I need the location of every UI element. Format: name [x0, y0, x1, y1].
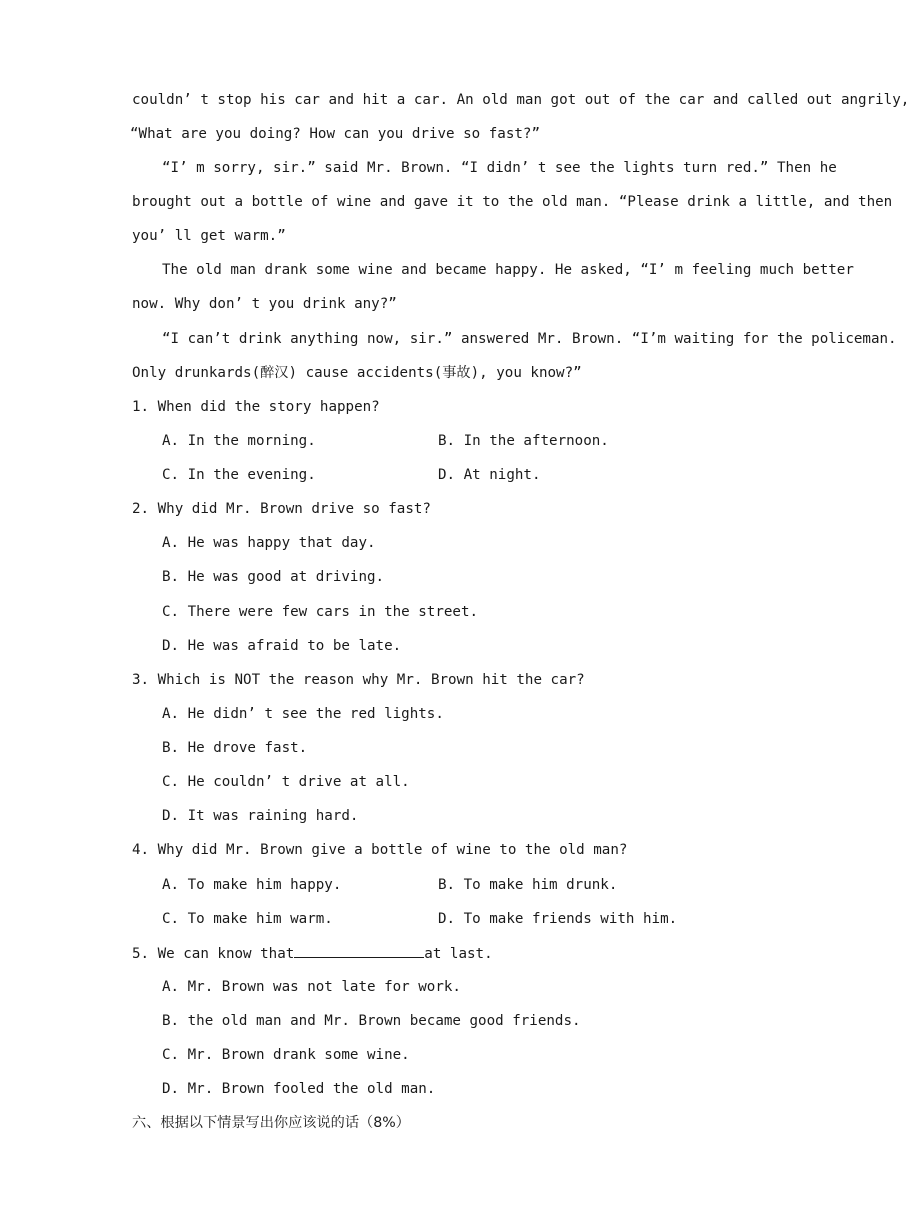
question-4-option-a: A. To make him happy. — [162, 877, 342, 893]
question-2-option-c: C. There were few cars in the street. — [162, 604, 479, 620]
passage-line-9: Only drunkards(醉汉) cause accidents(事故), you know?” — [132, 365, 582, 381]
question-1-option-d: D. At night. — [438, 467, 541, 483]
question-4-options-row-1 — [162, 873, 792, 897]
question-1-option-a: A. In the morning. — [162, 433, 316, 449]
passage-line-5: you’ ll get warm.” — [132, 228, 286, 244]
question-2-stem: 2. Why did Mr. Brown drive so fast? — [132, 501, 431, 517]
section-6-title: 六、根据以下情景写出你应该说的话（8%） — [132, 1115, 410, 1131]
passage-line-1: couldn’ t stop his car and hit a car. An old man got out of the car and called out angrily, — [132, 92, 909, 108]
question-2-option-a: A. He was happy that day. — [162, 535, 376, 551]
question-3-option-d: D. It was raining hard. — [162, 808, 359, 824]
passage-line-6: The old man drank some wine and became happy. He asked, “I’ m feeling much better — [162, 262, 854, 278]
question-5-option-c: C. Mr. Brown drank some wine. — [162, 1047, 410, 1063]
question-1-option-b: B. In the afternoon. — [438, 433, 609, 449]
question-5-stem-after: at last. — [424, 946, 493, 962]
question-3-option-a: A. He didn’ t see the red lights. — [162, 706, 444, 722]
passage-line-8: “I can’t drink anything now, sir.” answered Mr. Brown. “I’m waiting for the policeman. — [162, 331, 897, 347]
question-3-stem: 3. Which is NOT the reason why Mr. Brown hit the car? — [132, 672, 585, 688]
question-1-options-row-1 — [162, 429, 792, 453]
question-4-stem: 4. Why did Mr. Brown give a bottle of wine to the old man? — [132, 842, 628, 858]
question-1-option-c: C. In the evening. — [162, 467, 316, 483]
question-2-option-d: D. He was afraid to be late. — [162, 638, 402, 654]
question-3-option-b: B. He drove fast. — [162, 740, 308, 756]
question-5-stem — [132, 941, 792, 965]
question-5-option-d: D. Mr. Brown fooled the old man. — [162, 1081, 436, 1097]
question-5-option-a: A. Mr. Brown was not late for work. — [162, 979, 461, 995]
passage-line-7: now. Why don’ t you drink any?” — [132, 296, 397, 312]
question-3-option-c: C. He couldn’ t drive at all. — [162, 774, 410, 790]
question-1-options-row-2 — [162, 463, 792, 487]
question-5-stem-before: 5. We can know that — [132, 946, 295, 962]
passage-line-2: “What are you doing? How can you drive so fast?” — [130, 126, 540, 142]
question-2-option-b: B. He was good at driving. — [162, 569, 385, 585]
question-4-option-d: D. To make friends with him. — [438, 911, 678, 927]
question-4-options-row-2 — [162, 907, 792, 931]
question-4-option-c: C. To make him warm. — [162, 911, 333, 927]
question-5-option-b: B. the old man and Mr. Brown became good friends. — [162, 1013, 581, 1029]
question-5-answer-blank[interactable] — [294, 941, 424, 958]
question-1-stem: 1. When did the story happen? — [132, 399, 380, 415]
passage-line-3: “I’ m sorry, sir.” said Mr. Brown. “I didn’ t see the lights turn red.” Then he — [162, 160, 837, 176]
question-4-option-b: B. To make him drunk. — [438, 877, 618, 893]
passage-line-4: brought out a bottle of wine and gave it to the old man. “Please drink a little, and then — [132, 194, 893, 210]
